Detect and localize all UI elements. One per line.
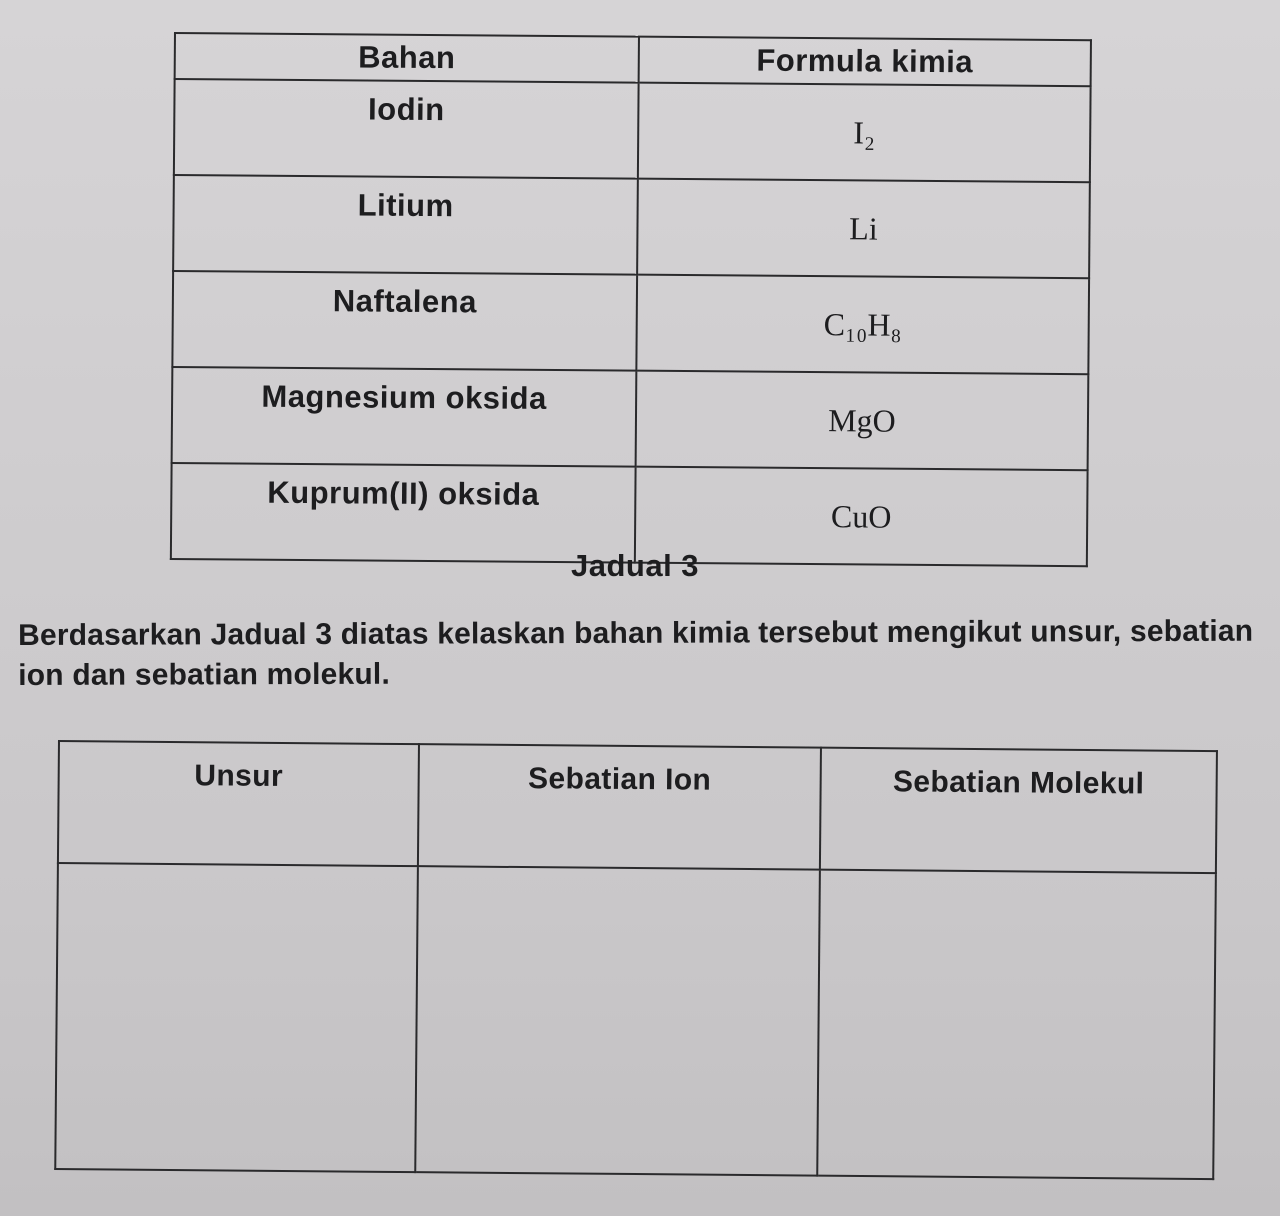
answer-cell-unsur[interactable] [55, 863, 418, 1172]
formula-cell: CuO [635, 467, 1088, 567]
bahan-cell: Naftalena [172, 271, 637, 371]
table-row [174, 79, 1091, 182]
header-sebatian-ion: Sebatian Ion [418, 744, 821, 870]
classification-answer-table [54, 740, 1218, 1180]
bahan-cell: Magnesium oksida [172, 367, 637, 467]
table-header-row [175, 33, 1091, 86]
question-text: Berdasarkan Jadual 3 diatas kelaskan bahan kimia tersebut mengikut unsur, sebatian ion dan sebatian molekul. [18, 614, 1254, 692]
header-formula-kimia: Formula kimia [639, 37, 1091, 87]
bahan-cell: Iodin [174, 79, 639, 179]
formula-cell: MgO [636, 371, 1089, 471]
table-caption: Jadual 3 [570, 548, 700, 583]
header-unsur: Unsur [58, 741, 419, 866]
answer-cell-sebatian-molekul[interactable] [817, 870, 1216, 1179]
table-row [172, 271, 1089, 374]
table-header-row [58, 741, 1217, 873]
formula-cell: I₂ [638, 83, 1091, 183]
formula-cell: C₁₀H₈ [636, 275, 1089, 375]
answer-row [55, 863, 1216, 1179]
formula-cell: Li [637, 179, 1090, 279]
header-bahan: Bahan [175, 33, 639, 83]
bahan-cell: Litium [173, 175, 638, 275]
table-row [172, 367, 1089, 470]
table-row [173, 175, 1090, 278]
bahan-cell: Kuprum(II) oksida [171, 463, 636, 563]
answer-cell-sebatian-ion[interactable] [415, 866, 820, 1175]
chemical-formula-table [170, 32, 1092, 567]
header-sebatian-molekul: Sebatian Molekul [820, 748, 1217, 873]
